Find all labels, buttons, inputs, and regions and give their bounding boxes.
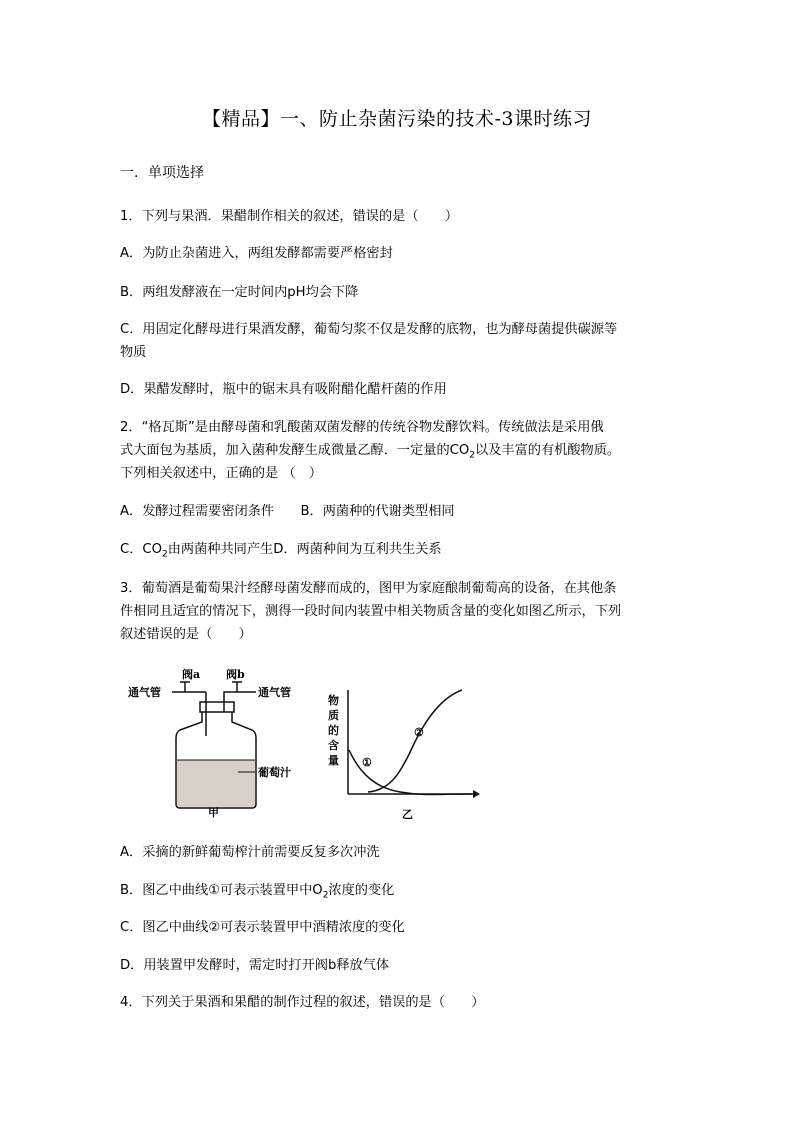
- q3-option-d: D．用装置甲发酵时，需定时打开阀b释放气体: [120, 958, 390, 973]
- q3-figure-svg: [128, 664, 508, 834]
- graph-ylabel-3: 的: [328, 724, 339, 737]
- graph: [348, 690, 480, 798]
- graph-caption: 乙: [402, 808, 413, 821]
- q3-option-b-post: 浓度的变化: [328, 883, 395, 898]
- valve-a-label: 阀a: [182, 668, 201, 681]
- juice-label: 葡萄汁: [258, 766, 291, 779]
- q3-figure: [128, 664, 508, 834]
- stopper: [200, 702, 234, 712]
- q1-option-a: A．为防止杂菌进入，两组发酵都需要严格密封: [120, 246, 393, 261]
- q2-options-ab: A．发酵过程需要密闭条件 B．两菌种的代谢类型相同: [120, 504, 455, 519]
- page-title: 【精品】一、防止杂菌污染的技术-3课时练习: [201, 108, 592, 130]
- q3-stem-line1: 3．葡萄酒是葡萄果汁经酵母菌发酵而成的，图甲为家庭酿制葡萄高的设备，在其他条: [120, 581, 617, 596]
- q2-stem-line1: 2．“格瓦斯”是由酵母菌和乳酸菌双菌发酵的传统谷物发酵饮料。传统做法是采用俄: [120, 420, 604, 435]
- section-heading: 一．单项选择: [120, 165, 204, 181]
- curve-2: [368, 690, 462, 792]
- graph-x-arrow: [473, 790, 480, 798]
- q1-option-c-line2: 物质: [120, 345, 147, 360]
- q2-stem-line2-pre: 式大面包为基质，加入菌种发酵生成微量乙醇．一定量的CO: [120, 443, 470, 458]
- q1-option-d: D．果醋发酵时，瓶中的锯末具有吸附醋化醋杆菌的作用: [120, 382, 447, 397]
- q2-stem-line3: 下列相关叙述中，正确的是 （ ）: [120, 466, 323, 481]
- q4-stem: 4．下列关于果酒和果醋的制作过程的叙述，错误的是（ ）: [120, 995, 485, 1010]
- valve-b-label: 阀b: [226, 668, 245, 681]
- q1-option-b: B．两组发酵液在一定时间内pH均会下降: [120, 285, 359, 300]
- apparatus-caption: 甲: [208, 806, 219, 819]
- q2-stem-line2-post: 以及丰富的有机酸物质。: [475, 443, 621, 458]
- graph-ylabel-4: 含: [328, 739, 339, 752]
- graph-ylabel-5: 量: [328, 754, 339, 767]
- left-vent-label: 通气管: [128, 686, 161, 699]
- q3-option-b: [120, 881, 394, 906]
- q2-stem-line2: [120, 441, 620, 466]
- curve-1-label: ①: [362, 756, 372, 769]
- q2-co2-subscript-2: 2: [161, 549, 168, 560]
- q3-o2-subscript: 2: [322, 890, 329, 901]
- q2-co2-subscript: 2: [469, 450, 476, 461]
- grape-juice-fill: [177, 760, 255, 807]
- q3-option-c: C．图乙中曲线②可表示装置甲中酒精浓度的变化: [120, 920, 405, 935]
- q1-stem: 1．下列与果酒．果醋制作相关的叙述，错误的是（ ）: [120, 209, 459, 224]
- q3-option-b-pre: B．图乙中曲线①可表示装置甲中O: [120, 883, 323, 898]
- q2-options-cd-post: 由两菌种共同产生D．两菌种间为互利共生关系: [167, 542, 442, 557]
- q1-option-c-line1: C．用固定化酵母进行果酒发酵，葡萄匀浆不仅是发酵的底物，也为酵母菌提供碳源等: [120, 322, 618, 337]
- q3-option-a: A．采摘的新鲜葡萄榨汁前需要反复多次冲洗: [120, 845, 380, 860]
- q3-stem-line3: 叙述错误的是（ ）: [120, 627, 252, 642]
- right-vent-label: 通气管: [258, 686, 291, 699]
- graph-ylabel-1: 物: [328, 694, 339, 707]
- graph-ylabel-2: 质: [328, 709, 339, 722]
- q3-stem-line2: 件相同且适宜的情况下，测得一段时间内装置中相关物质含量的变化如图乙所示，下列: [120, 604, 622, 619]
- q2-options-cd: [120, 540, 442, 565]
- curve-2-label: ②: [414, 726, 424, 739]
- q2-options-cd-pre: C．CO: [120, 542, 162, 557]
